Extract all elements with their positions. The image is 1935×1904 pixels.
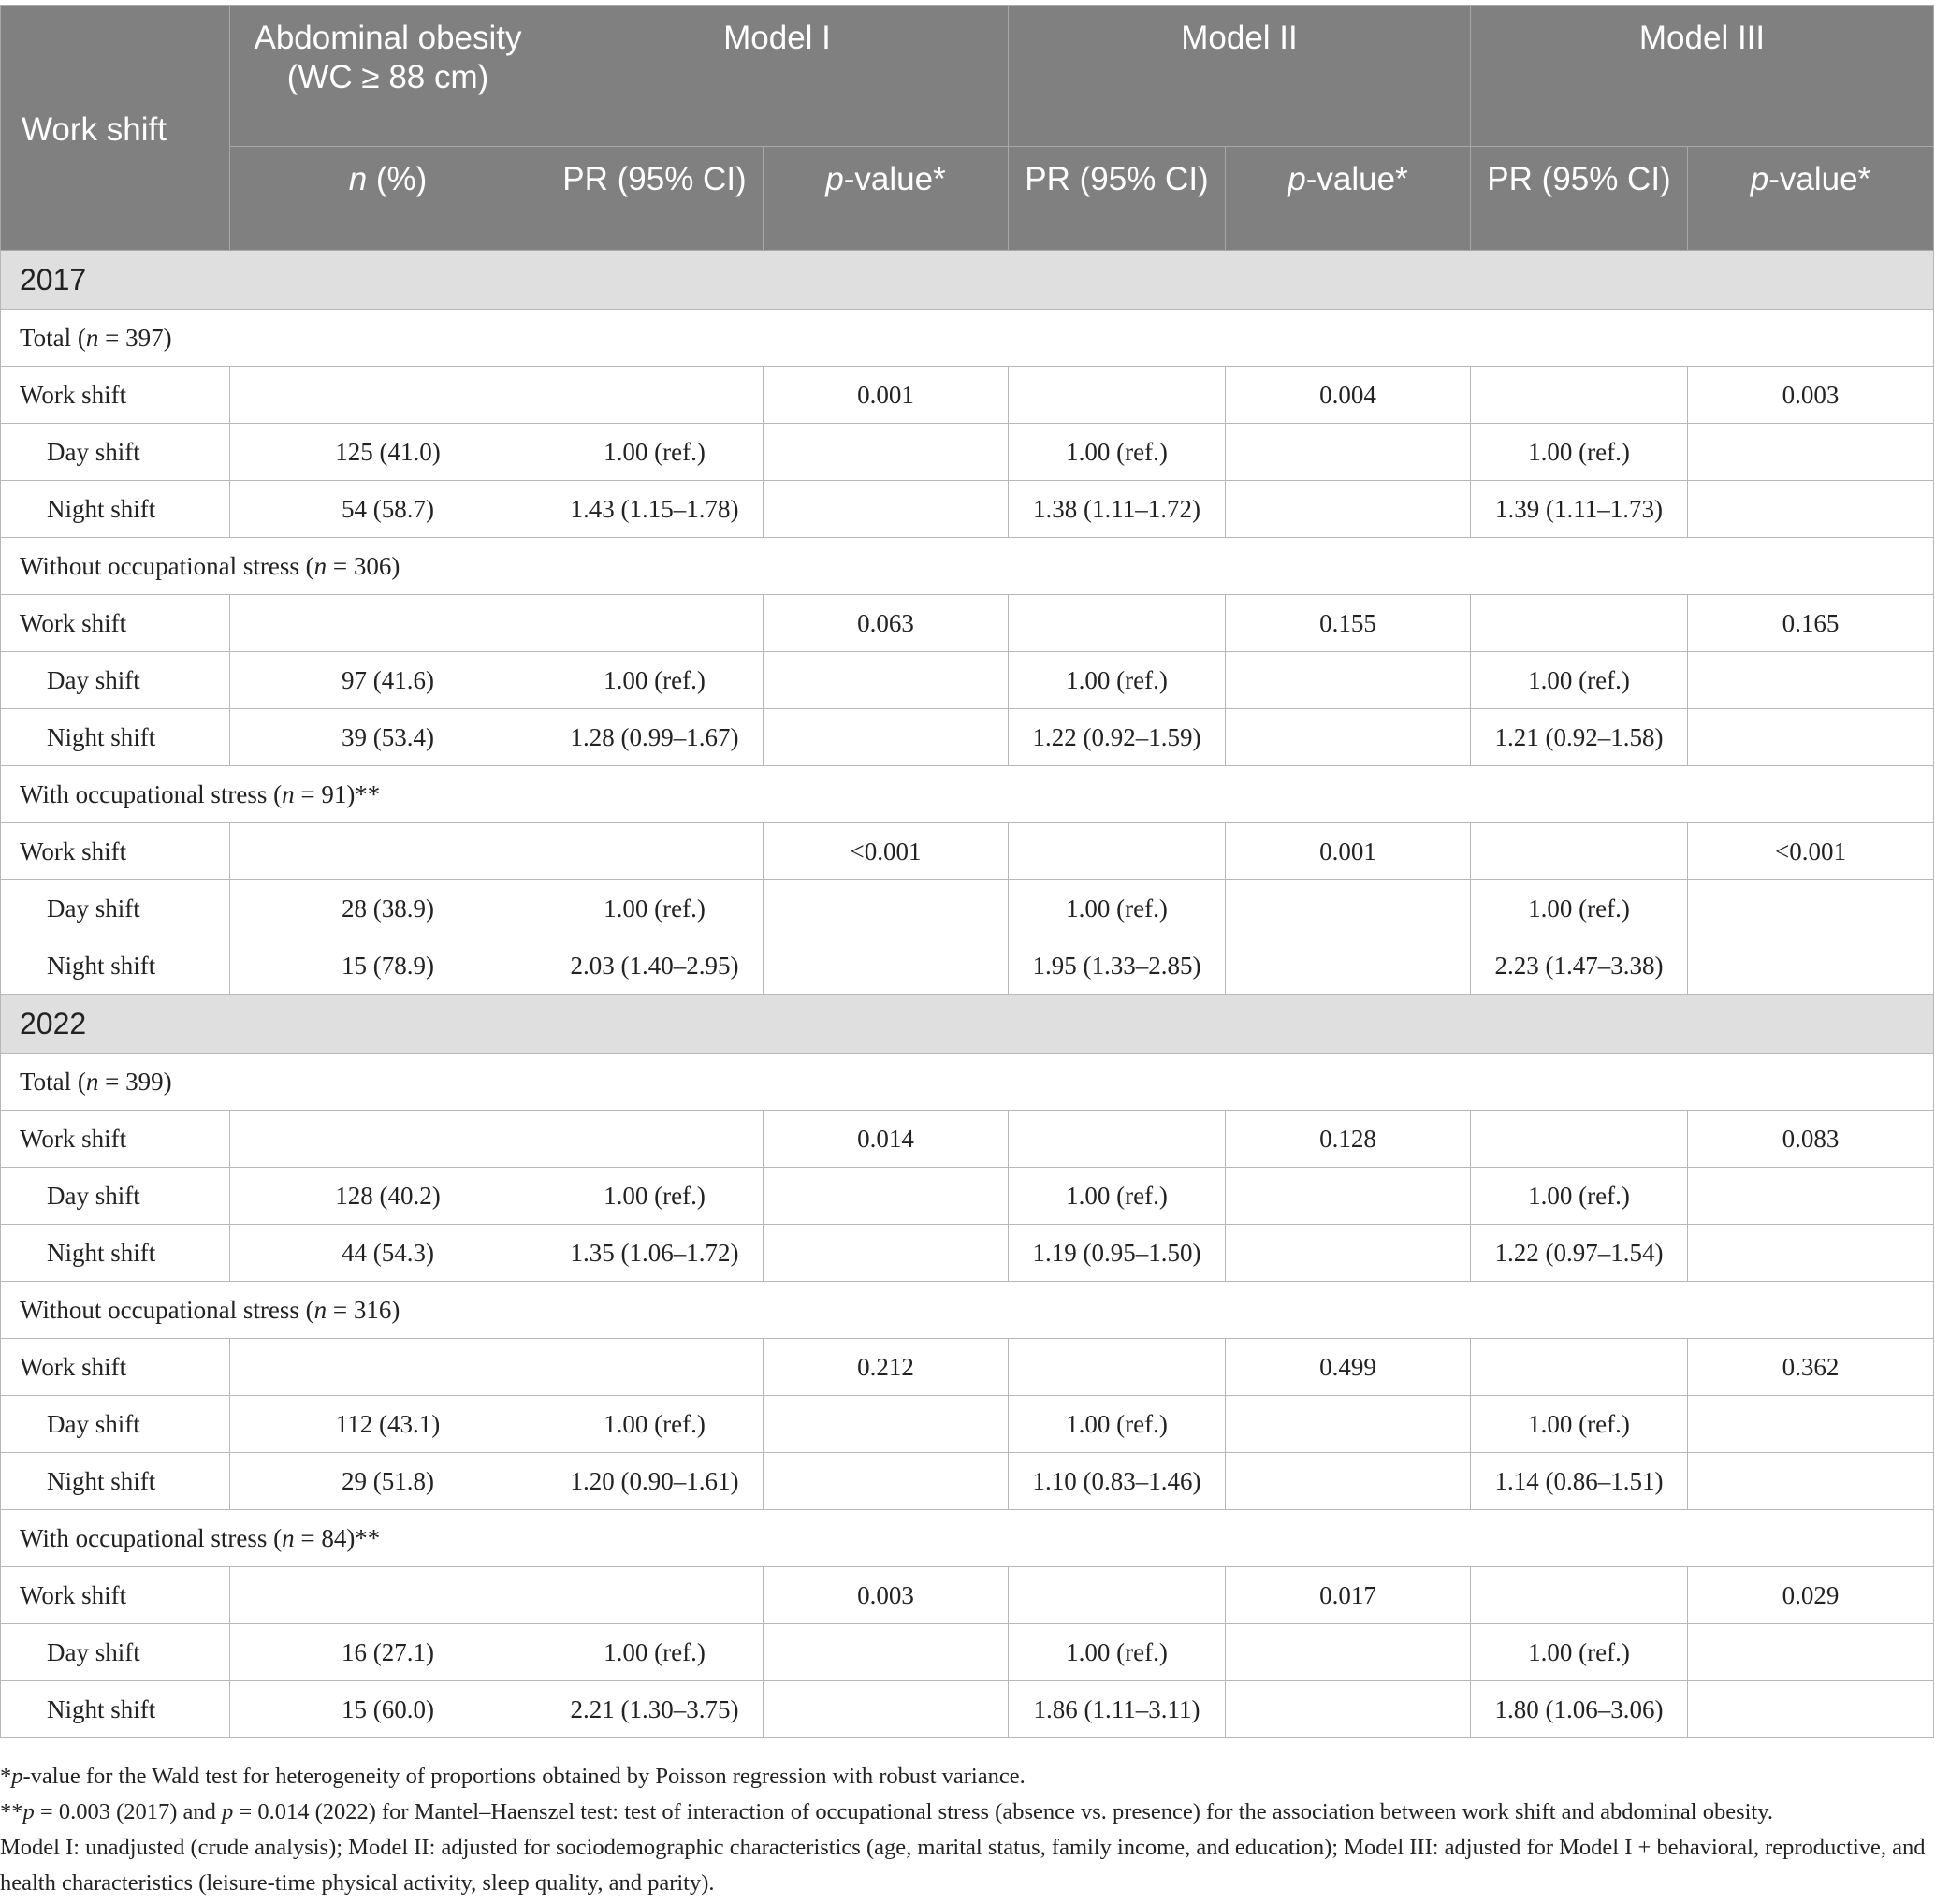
table-row: [1, 1396, 1934, 1453]
cell-pr-model-1: 1.00 (ref.): [546, 880, 764, 937]
cell-p-model-1: [764, 937, 1009, 995]
row-label: Work shift: [1, 1567, 230, 1624]
cell-p-model-3: [1688, 652, 1934, 709]
cell-p-model-1: 0.003: [764, 1567, 1009, 1624]
cell-pr-model-2: [1009, 595, 1226, 652]
header-p-italic: p: [1750, 161, 1769, 197]
cell-pr-model-1: [546, 367, 764, 424]
section-title-text: Total (: [20, 323, 86, 352]
cell-pr-model-3: 1.00 (ref.): [1471, 1624, 1688, 1681]
cell-p-model-3: <0.001: [1688, 823, 1934, 880]
cell-pr-model-3: [1471, 1567, 1688, 1624]
table-row: [1, 1111, 1934, 1168]
header-p-model-1: [764, 147, 1009, 251]
cell-p-model-3: [1688, 1624, 1934, 1681]
row-label: Day shift: [1, 880, 230, 937]
results-table: [0, 5, 1934, 1738]
table-row: [1, 1681, 1934, 1738]
cell-pr-model-1: 1.00 (ref.): [546, 424, 764, 481]
section-row: [1, 1054, 1934, 1111]
section-title-count: = 306): [327, 551, 400, 580]
section-title: [1, 766, 1934, 823]
cell-pr-model-2: [1009, 1111, 1226, 1168]
cell-p-model-2: [1226, 1681, 1471, 1738]
section-title: [1, 1054, 1934, 1111]
table-row: [1, 709, 1934, 766]
section-title-n: n: [282, 1523, 295, 1552]
cell-pr-model-1: [546, 1567, 764, 1624]
table-row: [1, 1624, 1934, 1681]
cell-pr-model-2: 1.19 (0.95–1.50): [1009, 1225, 1226, 1282]
cell-p-model-3: [1688, 424, 1934, 481]
section-title-n: n: [282, 779, 295, 808]
cell-pr-model-2: 1.10 (0.83–1.46): [1009, 1453, 1226, 1510]
cell-pr-model-1: 1.00 (ref.): [546, 1168, 764, 1225]
header-work-shift: Work shift: [1, 6, 230, 251]
year-row: [1, 995, 1934, 1054]
cell-pr-model-2: 1.22 (0.92–1.59): [1009, 709, 1226, 766]
row-label: Work shift: [1, 823, 230, 880]
cell-p-model-2: [1226, 481, 1471, 538]
footnote-p-italic: p: [11, 1764, 23, 1789]
cell-pr-model-3: [1471, 1339, 1688, 1396]
cell-pr-model-2: 1.38 (1.11–1.72): [1009, 481, 1226, 538]
header-n-rest: (%): [367, 161, 428, 197]
cell-pr-model-2: [1009, 823, 1226, 880]
footnote-p-italic: p: [222, 1799, 234, 1824]
table-row: [1, 481, 1934, 538]
cell-p-model-2: 0.499: [1226, 1339, 1471, 1396]
cell-pr-model-2: [1009, 367, 1226, 424]
header-p-rest: -value*: [1305, 161, 1408, 197]
cell-p-model-3: 0.029: [1688, 1567, 1934, 1624]
table-row: [1, 652, 1934, 709]
cell-p-model-3: 0.083: [1688, 1111, 1934, 1168]
section-row: [1, 1282, 1934, 1339]
cell-pr-model-2: 1.00 (ref.): [1009, 1168, 1226, 1225]
footnote-3: Model I: unadjusted (crude analysis); Model II: adjusted for sociodemographic characteristics (age, marital status, family income, and education); Model III: adjusted for Model I + behavioral, reproductive, and health characteristics (leisure-time physical activity, sleep quality, and parity).: [0, 1835, 1926, 1896]
cell-n: 28 (38.9): [230, 880, 546, 937]
cell-p-model-1: [764, 1168, 1009, 1225]
cell-pr-model-2: 1.00 (ref.): [1009, 880, 1226, 937]
cell-p-model-1: [764, 424, 1009, 481]
table-row: [1, 367, 1934, 424]
cell-n: [230, 1339, 546, 1396]
cell-pr-model-3: 1.00 (ref.): [1471, 880, 1688, 937]
table-row: [1, 1453, 1934, 1510]
cell-p-model-3: [1688, 937, 1934, 995]
cell-p-model-1: 0.014: [764, 1111, 1009, 1168]
section-title-n: n: [313, 1295, 327, 1324]
year-row: [1, 251, 1934, 310]
section-title: [1, 1282, 1934, 1339]
cell-n: 54 (58.7): [230, 481, 546, 538]
section-title-count: = 91)**: [294, 779, 381, 808]
cell-pr-model-2: [1009, 1339, 1226, 1396]
cell-n: 97 (41.6): [230, 652, 546, 709]
footnote-text: = 0.003 (2017) and: [34, 1799, 223, 1824]
footnote-p-italic: p: [22, 1799, 35, 1824]
header-p-model-2: [1226, 147, 1471, 251]
header-model-1: Model I: [546, 6, 1009, 147]
cell-p-model-1: [764, 880, 1009, 937]
footnote-marker: *: [0, 1764, 12, 1789]
footnote-marker: **: [0, 1799, 23, 1824]
cell-p-model-1: [764, 1453, 1009, 1510]
cell-p-model-3: 0.362: [1688, 1339, 1934, 1396]
footnote-1: [0, 1759, 1933, 1795]
table-row: [1, 1225, 1934, 1282]
cell-p-model-3: [1688, 709, 1934, 766]
header-p-model-3: [1688, 147, 1934, 251]
header-p-italic: p: [825, 161, 844, 197]
footnote-text: -value for the Wald test for heterogeneity of proportions obtained by Poisson regression with robust variance.: [22, 1764, 1026, 1789]
section-title-text: With occupational stress (: [20, 779, 283, 808]
cell-pr-model-3: [1471, 1111, 1688, 1168]
cell-pr-model-1: 1.00 (ref.): [546, 1396, 764, 1453]
cell-p-model-3: [1688, 481, 1934, 538]
cell-pr-model-2: [1009, 1567, 1226, 1624]
section-title-n: n: [85, 1067, 99, 1096]
cell-pr-model-2: 1.95 (1.33–2.85): [1009, 937, 1226, 995]
cell-pr-model-3: 1.21 (0.92–1.58): [1471, 709, 1688, 766]
cell-p-model-3: [1688, 1681, 1934, 1738]
cell-pr-model-2: 1.86 (1.11–3.11): [1009, 1681, 1226, 1738]
row-label: Night shift: [1, 1453, 230, 1510]
cell-pr-model-3: 1.39 (1.11–1.73): [1471, 481, 1688, 538]
cell-n: 16 (27.1): [230, 1624, 546, 1681]
table-header: [1, 6, 1934, 251]
cell-n: 125 (41.0): [230, 424, 546, 481]
cell-p-model-3: [1688, 1168, 1934, 1225]
cell-pr-model-3: 1.00 (ref.): [1471, 1168, 1688, 1225]
section-title-count: = 397): [98, 323, 172, 352]
cell-p-model-2: [1226, 1453, 1471, 1510]
header-pr-model-1: PR (95% CI): [546, 147, 764, 251]
cell-pr-model-3: 1.14 (0.86–1.51): [1471, 1453, 1688, 1510]
cell-pr-model-2: 1.00 (ref.): [1009, 1396, 1226, 1453]
cell-p-model-1: <0.001: [764, 823, 1009, 880]
table-row: [1, 424, 1934, 481]
section-title-n: n: [85, 323, 99, 352]
cell-n: [230, 367, 546, 424]
cell-pr-model-1: [546, 1339, 764, 1396]
cell-pr-model-3: [1471, 823, 1688, 880]
cell-p-model-2: [1226, 1168, 1471, 1225]
cell-p-model-3: 0.165: [1688, 595, 1934, 652]
cell-pr-model-3: 1.00 (ref.): [1471, 424, 1688, 481]
cell-pr-model-1: [546, 823, 764, 880]
cell-p-model-2: 0.128: [1226, 1111, 1471, 1168]
header-p-rest: -value*: [1768, 161, 1871, 197]
section-row: [1, 538, 1934, 595]
row-label: Day shift: [1, 424, 230, 481]
cell-pr-model-3: 2.23 (1.47–3.38): [1471, 937, 1688, 995]
section-title: [1, 1510, 1934, 1567]
cell-p-model-2: [1226, 937, 1471, 995]
cell-p-model-1: [764, 709, 1009, 766]
cell-p-model-3: 0.003: [1688, 367, 1934, 424]
cell-p-model-1: [764, 1396, 1009, 1453]
header-p-italic: p: [1288, 161, 1306, 197]
row-label: Night shift: [1, 1225, 230, 1282]
header-model-2: Model II: [1009, 6, 1471, 147]
cell-pr-model-3: [1471, 367, 1688, 424]
cell-n: [230, 595, 546, 652]
section-title-text: Without occupational stress (: [20, 551, 314, 580]
cell-p-model-2: [1226, 880, 1471, 937]
row-label: Work shift: [1, 595, 230, 652]
footnote-text: = 0.014 (2022) for Mantel–Haenszel test: test of interaction of occupational stress (absence vs. presence) for the association between work shift and abdominal obesity.: [233, 1799, 1774, 1824]
row-label: Work shift: [1, 1339, 230, 1396]
header-pr-model-3: PR (95% CI): [1471, 147, 1688, 251]
cell-pr-model-3: 1.80 (1.06–3.06): [1471, 1681, 1688, 1738]
row-label: Night shift: [1, 481, 230, 538]
year-label: 2017: [1, 251, 1934, 310]
cell-p-model-3: [1688, 1453, 1934, 1510]
cell-p-model-1: [764, 652, 1009, 709]
table-row: [1, 823, 1934, 880]
section-title-n: n: [313, 551, 327, 580]
row-label: Day shift: [1, 1168, 230, 1225]
cell-pr-model-1: 1.20 (0.90–1.61): [546, 1453, 764, 1510]
table-row: [1, 1168, 1934, 1225]
cell-p-model-2: [1226, 1225, 1471, 1282]
section-title-count: = 399): [98, 1067, 172, 1096]
cell-p-model-3: [1688, 880, 1934, 937]
cell-n: [230, 823, 546, 880]
table-row: [1, 595, 1934, 652]
row-label: Work shift: [1, 367, 230, 424]
row-label: Night shift: [1, 1681, 230, 1738]
row-label: Night shift: [1, 937, 230, 995]
footnotes: [0, 1759, 1933, 1901]
table-row: [1, 1567, 1934, 1624]
cell-n: 112 (43.1): [230, 1396, 546, 1453]
results-table-container: [0, 5, 1935, 1738]
cell-p-model-2: 0.001: [1226, 823, 1471, 880]
cell-pr-model-1: 1.00 (ref.): [546, 1624, 764, 1681]
cell-p-model-1: 0.212: [764, 1339, 1009, 1396]
cell-pr-model-2: 1.00 (ref.): [1009, 424, 1226, 481]
section-title: [1, 538, 1934, 595]
cell-pr-model-1: 1.00 (ref.): [546, 652, 764, 709]
cell-n: [230, 1567, 546, 1624]
cell-p-model-2: 0.155: [1226, 595, 1471, 652]
cell-n: 39 (53.4): [230, 709, 546, 766]
row-label: Work shift: [1, 1111, 230, 1168]
cell-pr-model-1: 1.28 (0.99–1.67): [546, 709, 764, 766]
cell-p-model-1: [764, 1681, 1009, 1738]
cell-n: [230, 1111, 546, 1168]
cell-pr-model-1: [546, 595, 764, 652]
cell-p-model-2: [1226, 1396, 1471, 1453]
cell-n: 15 (78.9): [230, 937, 546, 995]
cell-p-model-1: 0.063: [764, 595, 1009, 652]
cell-pr-model-2: 1.00 (ref.): [1009, 652, 1226, 709]
cell-p-model-2: 0.004: [1226, 367, 1471, 424]
cell-p-model-2: 0.017: [1226, 1567, 1471, 1624]
table-row: [1, 1339, 1934, 1396]
section-title: [1, 310, 1934, 367]
cell-p-model-1: [764, 1624, 1009, 1681]
year-label: 2022: [1, 995, 1934, 1054]
cell-p-model-2: [1226, 652, 1471, 709]
cell-n: 44 (54.3): [230, 1225, 546, 1282]
cell-pr-model-3: [1471, 595, 1688, 652]
cell-n: 128 (40.2): [230, 1168, 546, 1225]
cell-n: 29 (51.8): [230, 1453, 546, 1510]
row-label: Day shift: [1, 1396, 230, 1453]
table-body: [1, 251, 1934, 1738]
header-abdominal-obesity: Abdominal obesity (WC ≥ 88 cm): [230, 6, 546, 147]
row-label: Night shift: [1, 709, 230, 766]
section-title-text: Without occupational stress (: [20, 1295, 314, 1324]
header-model-3: Model III: [1471, 6, 1934, 147]
cell-pr-model-1: 1.35 (1.06–1.72): [546, 1225, 764, 1282]
header-n-percent: [230, 147, 546, 251]
section-title-count: = 84)**: [294, 1523, 381, 1552]
header-p-rest: -value*: [843, 161, 946, 197]
section-title-text: With occupational stress (: [20, 1523, 283, 1552]
cell-pr-model-3: 1.22 (0.97–1.54): [1471, 1225, 1688, 1282]
row-label: Day shift: [1, 1624, 230, 1681]
section-title-text: Total (: [20, 1067, 86, 1096]
cell-pr-model-3: 1.00 (ref.): [1471, 652, 1688, 709]
section-row: [1, 310, 1934, 367]
cell-p-model-2: [1226, 709, 1471, 766]
cell-pr-model-1: 2.03 (1.40–2.95): [546, 937, 764, 995]
header-n-italic: n: [348, 161, 368, 197]
cell-pr-model-1: 2.21 (1.30–3.75): [546, 1681, 764, 1738]
cell-p-model-3: [1688, 1225, 1934, 1282]
table-row: [1, 937, 1934, 995]
section-row: [1, 766, 1934, 823]
row-label: Day shift: [1, 652, 230, 709]
footnote-2: [0, 1795, 1933, 1830]
cell-p-model-1: [764, 1225, 1009, 1282]
cell-pr-model-2: 1.00 (ref.): [1009, 1624, 1226, 1681]
cell-pr-model-3: 1.00 (ref.): [1471, 1396, 1688, 1453]
cell-p-model-1: 0.001: [764, 367, 1009, 424]
cell-pr-model-1: [546, 1111, 764, 1168]
cell-p-model-2: [1226, 1624, 1471, 1681]
cell-p-model-3: [1688, 1396, 1934, 1453]
section-row: [1, 1510, 1934, 1567]
header-pr-model-2: PR (95% CI): [1009, 147, 1226, 251]
cell-p-model-2: [1226, 424, 1471, 481]
section-title-count: = 316): [327, 1295, 400, 1324]
table-row: [1, 880, 1934, 937]
cell-pr-model-1: 1.43 (1.15–1.78): [546, 481, 764, 538]
cell-p-model-1: [764, 481, 1009, 538]
cell-n: 15 (60.0): [230, 1681, 546, 1738]
